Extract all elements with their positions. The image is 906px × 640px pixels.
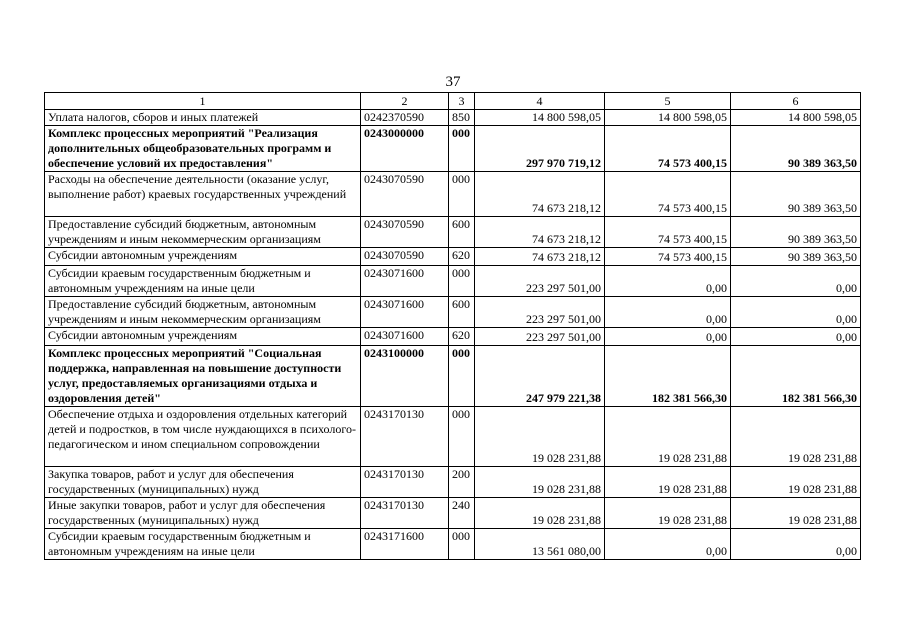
column-header-6: 6 [731, 93, 861, 110]
column-header-3: 3 [449, 93, 475, 110]
row-kvr-cell: 600 [449, 217, 475, 248]
table-row [45, 172, 861, 217]
row-code-cell: 0243071600 [361, 297, 449, 328]
row-value-col4-cell: 223 297 501,00 [475, 266, 605, 297]
row-name-cell: Обеспечение отдыха и оздоровления отдельных категорий детей и подростков, в том числе нуждающихся в психолого-педагогическом и ином специальном сопровождении [45, 407, 361, 467]
row-value-col6-cell: 19 028 231,88 [731, 467, 861, 498]
row-value-col4-cell: 19 028 231,88 [475, 498, 605, 529]
table-row [45, 297, 861, 328]
table-row [45, 467, 861, 498]
row-value-col4-cell: 297 970 719,12 [475, 126, 605, 172]
row-code-cell: 0243171600 [361, 529, 449, 560]
row-kvr-cell: 620 [449, 248, 475, 266]
row-value-col5-cell: 19 028 231,88 [605, 407, 731, 467]
row-name-cell: Уплата налогов, сборов и иных платежей [45, 110, 361, 126]
row-kvr-cell: 000 [449, 529, 475, 560]
table-row [45, 248, 861, 266]
row-code-cell: 0243000000 [361, 126, 449, 172]
row-code-cell: 0243070590 [361, 248, 449, 266]
budget-table-body [45, 93, 861, 560]
row-value-col5-cell: 0,00 [605, 328, 731, 346]
row-code-cell: 0243071600 [361, 266, 449, 297]
budget-table [44, 92, 861, 560]
row-value-col6-cell: 90 389 363,50 [731, 248, 861, 266]
row-value-col6-cell: 19 028 231,88 [731, 498, 861, 529]
row-code-cell: 0242370590 [361, 110, 449, 126]
row-name-cell: Субсидии автономным учреждениям [45, 328, 361, 346]
table-row [45, 126, 861, 172]
row-value-col4-cell: 19 028 231,88 [475, 407, 605, 467]
row-kvr-cell: 000 [449, 172, 475, 217]
row-value-col6-cell: 90 389 363,50 [731, 172, 861, 217]
row-kvr-cell: 000 [449, 346, 475, 407]
row-name-cell: Расходы на обеспечение деятельности (оказание услуг, выполнение работ) краевых государственных учреждений [45, 172, 361, 217]
row-code-cell: 0243170130 [361, 498, 449, 529]
column-header-2: 2 [361, 93, 449, 110]
table-row [45, 498, 861, 529]
table-row [45, 346, 861, 407]
row-code-cell: 0243071600 [361, 328, 449, 346]
table-row [45, 217, 861, 248]
row-kvr-cell: 000 [449, 266, 475, 297]
row-value-col6-cell: 182 381 566,30 [731, 346, 861, 407]
row-kvr-cell: 200 [449, 467, 475, 498]
column-header-4: 4 [475, 93, 605, 110]
row-value-col4-cell: 13 561 080,00 [475, 529, 605, 560]
row-kvr-cell: 000 [449, 407, 475, 467]
row-value-col5-cell: 74 573 400,15 [605, 172, 731, 217]
row-name-cell: Субсидии краевым государственным бюджетным и автономным учреждениям на иные цели [45, 529, 361, 560]
row-name-cell: Комплекс процессных мероприятий "Социальная поддержка, направленная на повышение доступности услуг, предоставляемых организациями отдыха и оздоровления детей" [45, 346, 361, 407]
row-code-cell: 0243170130 [361, 407, 449, 467]
row-code-cell: 0243170130 [361, 467, 449, 498]
row-name-cell: Комплекс процессных мероприятий "Реализация дополнительных общеобразовательных программ и обеспечение условий их предоставления" [45, 126, 361, 172]
row-kvr-cell: 850 [449, 110, 475, 126]
row-name-cell: Предоставление субсидий бюджетным, автономным учреждениям и иным некоммерческим организациям [45, 217, 361, 248]
row-value-col5-cell: 182 381 566,30 [605, 346, 731, 407]
row-value-col4-cell: 223 297 501,00 [475, 328, 605, 346]
row-value-col6-cell: 90 389 363,50 [731, 217, 861, 248]
table-row [45, 407, 861, 467]
row-code-cell: 0243070590 [361, 172, 449, 217]
row-kvr-cell: 000 [449, 126, 475, 172]
row-name-cell: Закупка товаров, работ и услуг для обеспечения государственных (муниципальных) нужд [45, 467, 361, 498]
row-value-col4-cell: 74 673 218,12 [475, 172, 605, 217]
column-header-5: 5 [605, 93, 731, 110]
row-name-cell: Иные закупки товаров, работ и услуг для обеспечения государственных (муниципальных) нужд [45, 498, 361, 529]
row-value-col5-cell: 19 028 231,88 [605, 467, 731, 498]
row-code-cell: 0243070590 [361, 217, 449, 248]
row-value-col6-cell: 14 800 598,05 [731, 110, 861, 126]
row-code-cell: 0243100000 [361, 346, 449, 407]
row-value-col4-cell: 74 673 218,12 [475, 248, 605, 266]
row-value-col5-cell: 19 028 231,88 [605, 498, 731, 529]
row-value-col5-cell: 74 573 400,15 [605, 126, 731, 172]
row-value-col6-cell: 0,00 [731, 266, 861, 297]
row-value-col6-cell: 0,00 [731, 529, 861, 560]
row-value-col5-cell: 0,00 [605, 266, 731, 297]
row-value-col5-cell: 14 800 598,05 [605, 110, 731, 126]
row-kvr-cell: 240 [449, 498, 475, 529]
row-name-cell: Предоставление субсидий бюджетным, автономным учреждениям и иным некоммерческим организациям [45, 297, 361, 328]
row-value-col5-cell: 74 573 400,15 [605, 248, 731, 266]
row-value-col4-cell: 74 673 218,12 [475, 217, 605, 248]
page-number: 37 [445, 74, 461, 90]
row-value-col4-cell: 223 297 501,00 [475, 297, 605, 328]
row-value-col4-cell: 19 028 231,88 [475, 467, 605, 498]
row-value-col5-cell: 0,00 [605, 297, 731, 328]
row-value-col5-cell: 0,00 [605, 529, 731, 560]
row-kvr-cell: 620 [449, 328, 475, 346]
row-name-cell: Субсидии автономным учреждениям [45, 248, 361, 266]
row-value-col4-cell: 14 800 598,05 [475, 110, 605, 126]
table-row [45, 328, 861, 346]
row-value-col5-cell: 74 573 400,15 [605, 217, 731, 248]
row-value-col6-cell: 0,00 [731, 328, 861, 346]
row-value-col4-cell: 247 979 221,38 [475, 346, 605, 407]
table-row [45, 529, 861, 560]
column-header-1: 1 [45, 93, 361, 110]
row-kvr-cell: 600 [449, 297, 475, 328]
row-value-col6-cell: 19 028 231,88 [731, 407, 861, 467]
table-row [45, 110, 861, 126]
row-value-col6-cell: 90 389 363,50 [731, 126, 861, 172]
column-number-header-row [45, 93, 861, 110]
row-name-cell: Субсидии краевым государственным бюджетным и автономным учреждениям на иные цели [45, 266, 361, 297]
table-row [45, 266, 861, 297]
row-value-col6-cell: 0,00 [731, 297, 861, 328]
